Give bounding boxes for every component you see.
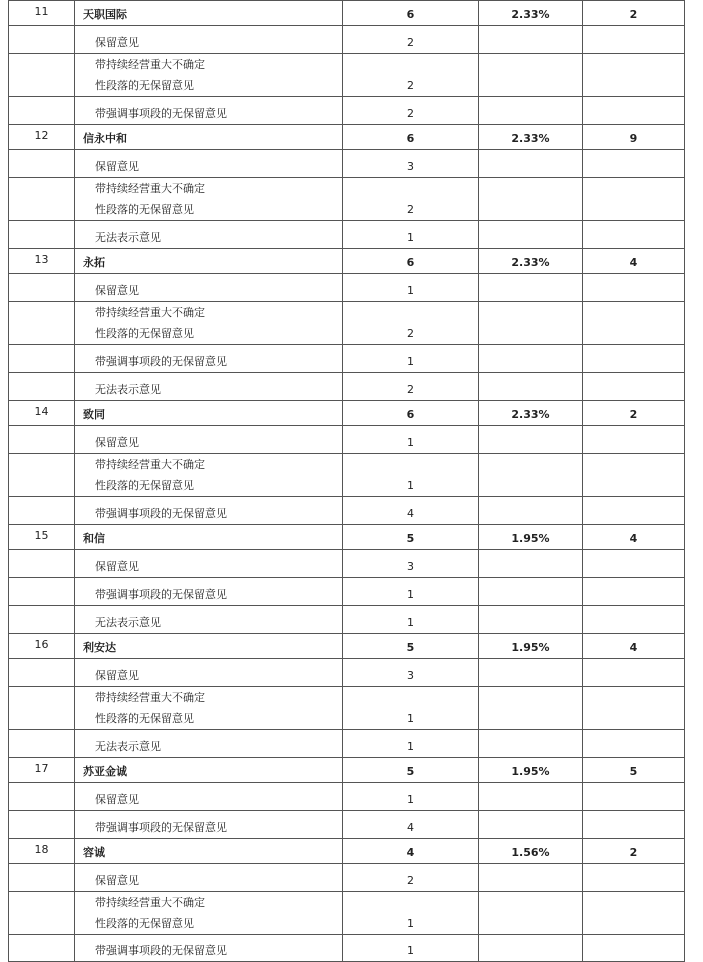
percent-cell-empty xyxy=(479,373,583,401)
client-count-cell: 2 xyxy=(583,839,685,864)
client-count-cell-empty xyxy=(583,373,685,401)
client-count-cell-empty xyxy=(583,783,685,811)
client-count-cell-empty xyxy=(583,892,685,935)
rank-cell-empty xyxy=(9,892,75,935)
opinion-type-cell xyxy=(75,97,343,125)
count-cell: 1 xyxy=(343,730,479,758)
rank-cell-empty xyxy=(9,221,75,249)
client-count-cell: 4 xyxy=(583,525,685,550)
percent-cell: 1.95% xyxy=(479,758,583,783)
opinion-type-text: 保留意见 xyxy=(95,793,139,806)
percent-cell-empty xyxy=(479,454,583,497)
count-cell: 2 xyxy=(343,178,479,221)
client-count-cell-empty xyxy=(583,150,685,178)
opinion-row xyxy=(9,345,685,373)
percent-cell-empty xyxy=(479,606,583,634)
opinion-type-cell xyxy=(75,606,343,634)
count-cell: 1 xyxy=(343,935,479,962)
opinion-row xyxy=(9,811,685,839)
rank-cell-empty xyxy=(9,454,75,497)
rank-cell-empty xyxy=(9,345,75,373)
opinion-row xyxy=(9,178,685,221)
opinion-type-text: 带持续经营重大不确定 xyxy=(95,896,205,909)
percent-cell: 2.33% xyxy=(479,249,583,274)
firm-name-cell: 容诚 xyxy=(75,839,343,864)
opinion-type-text: 性段落的无保留意见 xyxy=(95,327,194,340)
opinion-row xyxy=(9,373,685,401)
percent-cell-empty xyxy=(479,221,583,249)
opinion-row xyxy=(9,578,685,606)
firm-row xyxy=(9,1,685,26)
client-count-cell: 4 xyxy=(583,249,685,274)
count-cell: 4 xyxy=(343,811,479,839)
percent-cell-empty xyxy=(479,892,583,935)
count-cell: 6 xyxy=(343,401,479,426)
percent-cell-empty xyxy=(479,345,583,373)
opinion-type-text: 保留意见 xyxy=(95,560,139,573)
firm-name-cell: 永拓 xyxy=(75,249,343,274)
opinion-type-cell xyxy=(75,274,343,302)
rank-cell-empty xyxy=(9,811,75,839)
firm-name-cell: 利安达 xyxy=(75,634,343,659)
count-cell: 2 xyxy=(343,864,479,892)
client-count-cell-empty xyxy=(583,426,685,454)
count-cell: 1 xyxy=(343,345,479,373)
rank-cell-empty xyxy=(9,687,75,730)
count-cell: 1 xyxy=(343,221,479,249)
rank-cell-empty xyxy=(9,497,75,525)
opinion-type-text: 性段落的无保留意见 xyxy=(95,479,194,492)
opinion-row xyxy=(9,26,685,54)
opinion-type-cell xyxy=(75,730,343,758)
opinion-row xyxy=(9,935,685,962)
opinion-type-cell xyxy=(75,221,343,249)
rank-cell-empty xyxy=(9,578,75,606)
count-cell: 6 xyxy=(343,1,479,26)
opinion-row xyxy=(9,454,685,497)
count-cell: 1 xyxy=(343,578,479,606)
client-count-cell-empty xyxy=(583,26,685,54)
client-count-cell-empty xyxy=(583,302,685,345)
rank-cell-empty xyxy=(9,783,75,811)
client-count-cell-empty xyxy=(583,578,685,606)
rank-cell-empty xyxy=(9,426,75,454)
client-count-cell-empty xyxy=(583,497,685,525)
client-count-cell-empty xyxy=(583,811,685,839)
percent-cell-empty xyxy=(479,783,583,811)
opinion-type-cell xyxy=(75,659,343,687)
count-cell: 3 xyxy=(343,150,479,178)
opinion-type-text: 性段落的无保留意见 xyxy=(95,79,194,92)
rank-cell-empty xyxy=(9,274,75,302)
client-count-cell: 9 xyxy=(583,125,685,150)
opinion-type-text: 带强调事项段的无保留意见 xyxy=(95,821,227,834)
count-cell: 1 xyxy=(343,274,479,302)
rank-cell-empty xyxy=(9,606,75,634)
opinion-row xyxy=(9,150,685,178)
rank-cell: 11 xyxy=(9,1,75,26)
count-cell: 1 xyxy=(343,892,479,935)
count-cell: 5 xyxy=(343,634,479,659)
opinion-type-text: 无法表示意见 xyxy=(95,231,161,244)
opinion-type-cell xyxy=(75,373,343,401)
client-count-cell-empty xyxy=(583,97,685,125)
percent-cell-empty xyxy=(479,730,583,758)
count-cell: 1 xyxy=(343,783,479,811)
opinion-row xyxy=(9,274,685,302)
client-count-cell-empty xyxy=(583,935,685,962)
rank-cell: 14 xyxy=(9,401,75,426)
percent-cell-empty xyxy=(479,935,583,962)
client-count-cell: 4 xyxy=(583,634,685,659)
percent-cell: 2.33% xyxy=(479,401,583,426)
opinion-row xyxy=(9,659,685,687)
percent-cell: 2.33% xyxy=(479,1,583,26)
opinion-type-cell xyxy=(75,302,343,345)
firm-row xyxy=(9,634,685,659)
client-count-cell-empty xyxy=(583,178,685,221)
opinion-type-text: 带强调事项段的无保留意见 xyxy=(95,507,227,520)
opinion-type-cell xyxy=(75,783,343,811)
opinion-type-text: 保留意见 xyxy=(95,874,139,887)
count-cell: 3 xyxy=(343,659,479,687)
opinion-type-text: 性段落的无保留意见 xyxy=(95,203,194,216)
firm-row xyxy=(9,839,685,864)
rank-cell: 12 xyxy=(9,125,75,150)
rank-cell-empty xyxy=(9,659,75,687)
opinion-type-text: 带持续经营重大不确定 xyxy=(95,691,205,704)
count-cell: 4 xyxy=(343,497,479,525)
opinion-type-text: 无法表示意见 xyxy=(95,616,161,629)
opinion-type-cell xyxy=(75,550,343,578)
opinion-type-text: 保留意见 xyxy=(95,669,139,682)
table-body xyxy=(9,1,685,962)
count-cell: 1 xyxy=(343,687,479,730)
firm-row xyxy=(9,249,685,274)
percent-cell-empty xyxy=(479,659,583,687)
percent-cell-empty xyxy=(479,302,583,345)
opinion-row xyxy=(9,606,685,634)
count-cell: 5 xyxy=(343,758,479,783)
percent-cell-empty xyxy=(479,150,583,178)
count-cell: 2 xyxy=(343,373,479,401)
opinion-type-cell xyxy=(75,497,343,525)
client-count-cell-empty xyxy=(583,274,685,302)
client-count-cell-empty xyxy=(583,606,685,634)
count-cell: 4 xyxy=(343,839,479,864)
opinion-row xyxy=(9,550,685,578)
opinion-row xyxy=(9,864,685,892)
rank-cell-empty xyxy=(9,373,75,401)
rank-cell: 16 xyxy=(9,634,75,659)
firm-row xyxy=(9,758,685,783)
firm-name-cell: 和信 xyxy=(75,525,343,550)
count-cell: 5 xyxy=(343,525,479,550)
firm-name-cell: 天职国际 xyxy=(75,1,343,26)
rank-cell-empty xyxy=(9,97,75,125)
client-count-cell-empty xyxy=(583,221,685,249)
count-cell: 6 xyxy=(343,125,479,150)
opinion-type-text: 性段落的无保留意见 xyxy=(95,712,194,725)
count-cell: 2 xyxy=(343,97,479,125)
opinion-type-text: 带强调事项段的无保留意见 xyxy=(95,944,227,957)
percent-cell-empty xyxy=(479,54,583,97)
opinion-row xyxy=(9,54,685,97)
opinion-type-text: 带强调事项段的无保留意见 xyxy=(95,107,227,120)
client-count-cell: 5 xyxy=(583,758,685,783)
count-cell: 2 xyxy=(343,26,479,54)
opinion-type-cell xyxy=(75,178,343,221)
opinion-type-cell xyxy=(75,54,343,97)
rank-cell: 13 xyxy=(9,249,75,274)
opinion-type-text: 带强调事项段的无保留意见 xyxy=(95,588,227,601)
client-count-cell: 2 xyxy=(583,1,685,26)
rank-cell-empty xyxy=(9,302,75,345)
rank-cell-empty xyxy=(9,864,75,892)
opinion-type-cell xyxy=(75,454,343,497)
firm-name-cell: 苏亚金诚 xyxy=(75,758,343,783)
opinion-type-cell xyxy=(75,426,343,454)
rank-cell-empty xyxy=(9,730,75,758)
opinion-type-text: 保留意见 xyxy=(95,160,139,173)
opinion-row xyxy=(9,426,685,454)
count-cell: 1 xyxy=(343,426,479,454)
client-count-cell: 2 xyxy=(583,401,685,426)
rank-cell: 17 xyxy=(9,758,75,783)
percent-cell-empty xyxy=(479,687,583,730)
opinion-row xyxy=(9,97,685,125)
percent-cell: 1.95% xyxy=(479,634,583,659)
opinion-type-text: 带持续经营重大不确定 xyxy=(95,182,205,195)
percent-cell: 2.33% xyxy=(479,125,583,150)
client-count-cell-empty xyxy=(583,550,685,578)
rank-cell-empty xyxy=(9,550,75,578)
rank-cell-empty xyxy=(9,26,75,54)
audit-opinion-table xyxy=(8,0,685,962)
percent-cell: 1.95% xyxy=(479,525,583,550)
percent-cell: 1.56% xyxy=(479,839,583,864)
opinion-type-text: 无法表示意见 xyxy=(95,740,161,753)
opinion-row xyxy=(9,302,685,345)
opinion-type-text: 带强调事项段的无保留意见 xyxy=(95,355,227,368)
opinion-type-text: 保留意见 xyxy=(95,36,139,49)
opinion-type-cell xyxy=(75,26,343,54)
count-cell: 2 xyxy=(343,302,479,345)
count-cell: 3 xyxy=(343,550,479,578)
client-count-cell-empty xyxy=(583,730,685,758)
percent-cell-empty xyxy=(479,426,583,454)
count-cell: 1 xyxy=(343,606,479,634)
opinion-row xyxy=(9,892,685,935)
rank-cell: 15 xyxy=(9,525,75,550)
count-cell: 2 xyxy=(343,54,479,97)
count-cell: 6 xyxy=(343,249,479,274)
percent-cell-empty xyxy=(479,274,583,302)
opinion-type-text: 带持续经营重大不确定 xyxy=(95,306,205,319)
percent-cell-empty xyxy=(479,578,583,606)
opinion-type-cell xyxy=(75,150,343,178)
percent-cell-empty xyxy=(479,26,583,54)
opinion-type-text: 无法表示意见 xyxy=(95,383,161,396)
firm-name-cell: 致同 xyxy=(75,401,343,426)
opinion-type-cell xyxy=(75,864,343,892)
client-count-cell-empty xyxy=(583,345,685,373)
rank-cell-empty xyxy=(9,54,75,97)
opinion-row xyxy=(9,687,685,730)
firm-row xyxy=(9,125,685,150)
percent-cell-empty xyxy=(479,811,583,839)
percent-cell-empty xyxy=(479,97,583,125)
opinion-type-cell xyxy=(75,811,343,839)
opinion-type-text: 保留意见 xyxy=(95,436,139,449)
rank-cell-empty xyxy=(9,178,75,221)
opinion-type-cell xyxy=(75,892,343,935)
percent-cell-empty xyxy=(479,178,583,221)
client-count-cell-empty xyxy=(583,454,685,497)
rank-cell-empty xyxy=(9,150,75,178)
percent-cell-empty xyxy=(479,550,583,578)
client-count-cell-empty xyxy=(583,659,685,687)
count-cell: 1 xyxy=(343,454,479,497)
opinion-row xyxy=(9,221,685,249)
client-count-cell-empty xyxy=(583,864,685,892)
firm-row xyxy=(9,401,685,426)
rank-cell: 18 xyxy=(9,839,75,864)
opinion-row xyxy=(9,730,685,758)
firm-name-cell: 信永中和 xyxy=(75,125,343,150)
opinion-row xyxy=(9,497,685,525)
opinion-type-text: 保留意见 xyxy=(95,284,139,297)
opinion-type-text: 带持续经营重大不确定 xyxy=(95,58,205,71)
opinion-type-cell xyxy=(75,578,343,606)
percent-cell-empty xyxy=(479,497,583,525)
client-count-cell-empty xyxy=(583,54,685,97)
firm-row xyxy=(9,525,685,550)
opinion-row xyxy=(9,783,685,811)
percent-cell-empty xyxy=(479,864,583,892)
rank-cell-empty xyxy=(9,935,75,962)
opinion-type-text: 性段落的无保留意见 xyxy=(95,917,194,930)
opinion-type-cell xyxy=(75,687,343,730)
opinion-type-text: 带持续经营重大不确定 xyxy=(95,458,205,471)
client-count-cell-empty xyxy=(583,687,685,730)
opinion-type-cell xyxy=(75,345,343,373)
opinion-type-cell xyxy=(75,935,343,962)
